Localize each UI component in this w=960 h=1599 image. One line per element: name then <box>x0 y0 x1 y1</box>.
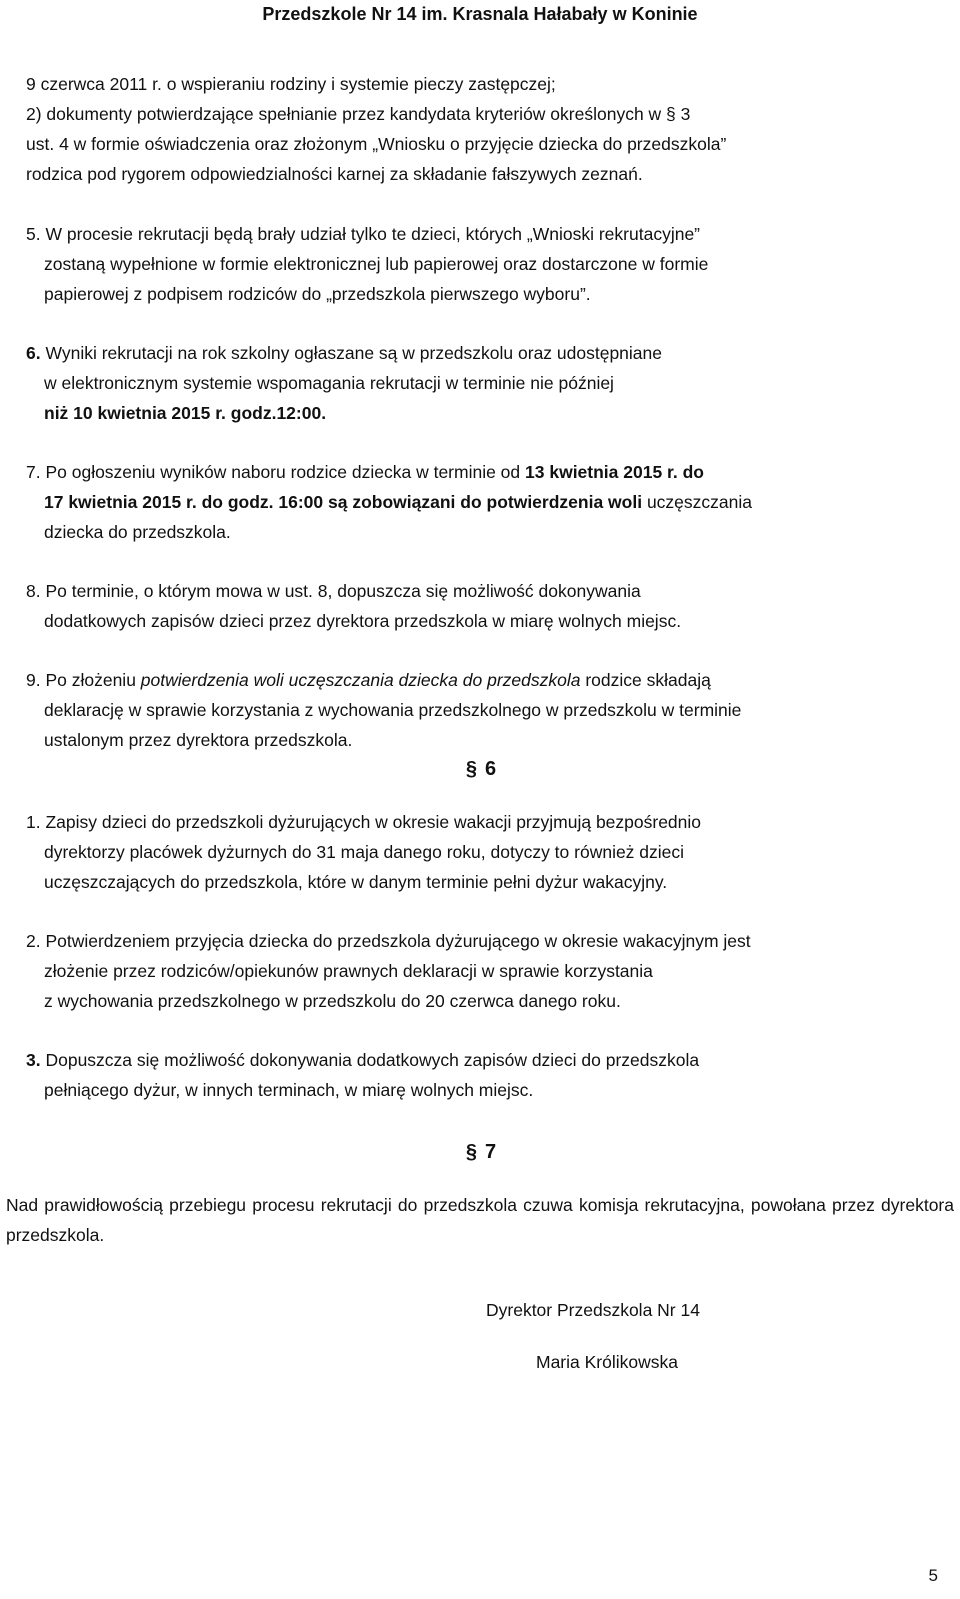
p5-line-3: papierowej z podpisem rodziców do „przedszkola pierwszego wyboru”. <box>44 284 591 304</box>
s6-item1-line-2: dyrektorzy placówek dyżurnych do 31 maja danego roku, dotyczy to również dzieci <box>44 842 685 862</box>
intro-line-2: 2) dokumenty potwierdzające spełnianie przez kandydata kryteriów określonych w § 3 <box>26 104 691 124</box>
section-sign: § <box>465 1141 477 1163</box>
section-7-heading <box>0 1139 960 1165</box>
p7-text-1b: 13 kwietnia 2015 r. do <box>525 462 704 482</box>
p9-text-1a: 9. Po złożeniu <box>26 670 141 690</box>
page-number: 5 <box>928 1566 938 1585</box>
p5-line-2: zostaną wypełnione w formie elektronicznej lub papierowej oraz dostarczone w formie <box>44 254 709 274</box>
p7-text-2b: uczęszczania <box>642 492 752 512</box>
p6-number: 6. <box>26 343 41 363</box>
section-7-number: 7 <box>485 1141 497 1163</box>
p9-line-2: deklarację w sprawie korzystania z wychowania przedszkolnego w przedszkolu w terminie <box>44 700 742 720</box>
p9-text-1c: rodzice składają <box>580 670 711 690</box>
intro-line-1: 9 czerwca 2011 r. o wspieraniu rodziny i systemie pieczy zastępczej; <box>26 74 556 94</box>
intro-line-4: rodzica pod rygorem odpowiedzialności karnej za składanie fałszywych zeznań. <box>26 164 643 184</box>
signature-title: Dyrektor Przedszkola Nr 14 <box>486 1300 700 1320</box>
p8-line-2: dodatkowych zapisów dzieci przez dyrektora przedszkola w miarę wolnych miejsc. <box>44 611 682 631</box>
s6-item3-number: 3. <box>26 1050 41 1070</box>
s6-item3-line-2: pełniącego dyżur, w innych terminach, w miarę wolnych miejsc. <box>44 1080 534 1100</box>
p6-text-1: Wyniki rekrutacji na rok szkolny ogłaszane są w przedszkolu oraz udostępniane <box>40 343 663 363</box>
p9-text-1b: potwierdzenia woli uczęszczania dziecka do przedszkola <box>140 670 581 690</box>
p9-line-1 <box>26 668 711 692</box>
p6-line-2: w elektronicznym systemie wspomagania rekrutacji w terminie nie później <box>44 373 614 393</box>
section-sign: § <box>465 758 477 780</box>
s6-item1-line-1: 1. Zapisy dzieci do przedszkoli dyżurujących w okresie wakacji przyjmują bezpośrednio <box>26 812 702 832</box>
s6-item2-line-1: 2. Potwierdzeniem przyjęcia dziecka do przedszkola dyżurującego w okresie wakacyjnym jest <box>26 931 751 951</box>
section-6-number: 6 <box>485 758 497 780</box>
s6-item3-line-1 <box>26 1048 699 1072</box>
section-6-heading <box>0 756 960 782</box>
intro-line-3: ust. 4 w formie oświadczenia oraz złożonym „Wniosku o przyjęcie dziecka do przedszkola” <box>26 134 727 154</box>
p7-line-2 <box>44 490 752 514</box>
p7-text-1a: 7. Po ogłoszeniu wyników naboru rodzice dziecka w terminie od <box>26 462 526 482</box>
signature-name: Maria Królikowska <box>536 1352 678 1372</box>
s6-item1-line-3: uczęszczających do przedszkola, które w danym terminie pełni dyżur wakacyjny. <box>44 872 668 892</box>
p7-line-1 <box>26 460 704 484</box>
section-7-paragraph: Nad prawidłowością przebiegu procesu rekrutacji do przedszkola czuwa komisja rekrutacyjna, powołana przez dyrektora przedszkola. <box>6 1195 954 1245</box>
p8-line-1: 8. Po terminie, o którym mowa w ust. 8, dopuszcza się możliwość dokonywania <box>26 581 641 601</box>
p5-line-1: 5. W procesie rekrutacji będą brały udział tylko te dzieci, których „Wnioski rekrutacyjne” <box>26 224 700 244</box>
p7-line-3: dziecka do przedszkola. <box>44 522 231 542</box>
s6-item2-line-3: z wychowania przedszkolnego w przedszkolu do 20 czerwca danego roku. <box>44 991 621 1011</box>
p6-line-3: niż 10 kwietnia 2015 r. godz.12:00. <box>44 403 327 423</box>
p9-line-3: ustalonym przez dyrektora przedszkola. <box>44 730 353 750</box>
s6-item2-line-2: złożenie przez rodziców/opiekunów prawnych deklaracji w sprawie korzystania <box>44 961 653 981</box>
p6-line-1 <box>26 341 662 365</box>
p7-text-2a: 17 kwietnia 2015 r. do godz. 16:00 są zobowiązani do potwierdzenia woli <box>44 492 643 512</box>
page-header: Przedszkole Nr 14 im. Krasnala Hałabały w Koninie <box>262 4 698 24</box>
s6-item3-text-1: Dopuszcza się możliwość dokonywania dodatkowych zapisów dzieci do przedszkola <box>40 1050 700 1070</box>
